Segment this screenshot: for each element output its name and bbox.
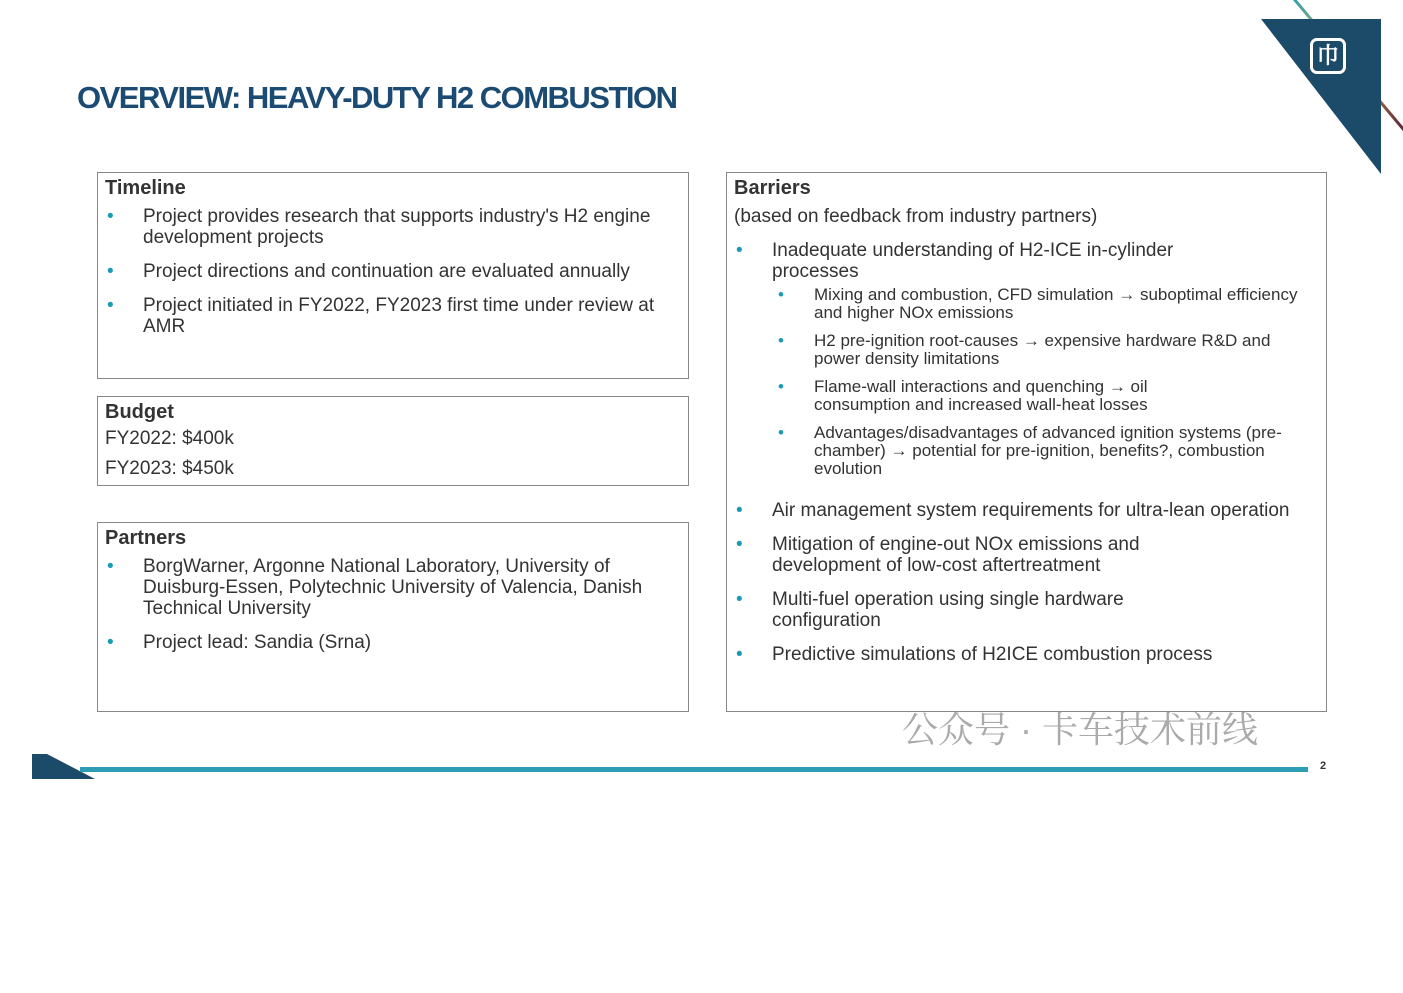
- barriers-intro: (based on feedback from industry partners): [734, 206, 1098, 227]
- barriers-box: [726, 172, 1327, 712]
- budget-box: [97, 396, 689, 486]
- watermark: 公众号 · 卡车技术前线: [902, 709, 1258, 750]
- timeline-heading: Timeline: [105, 177, 186, 199]
- list-item: • Mitigation of engine-out NOx emissions and development of low-cost aftertreatment: [734, 534, 1319, 576]
- footer-bar: [80, 767, 1308, 772]
- list-item: • Project directions and continuation are evaluated annually: [105, 261, 681, 282]
- list-item: • Project initiated in FY2022, FY2023 first time under review at AMR: [105, 295, 681, 337]
- sub-list-item: • H2 pre-ignition root-causes → expensive hardware R&D and power density limitations: [734, 332, 1319, 368]
- partners-box: [97, 522, 689, 712]
- list-item: • Multi-fuel operation using single hardware configuration: [734, 589, 1319, 631]
- barriers-heading: Barriers: [734, 177, 811, 199]
- budget-fy2023: FY2023: $450k: [105, 458, 234, 479]
- sub-list-item: • Mixing and combustion, CFD simulation → suboptimal efficiency and higher NOx emissions: [734, 286, 1319, 322]
- page-number: 2: [1320, 760, 1327, 772]
- footer-corner: [32, 754, 47, 779]
- list-item: • BorgWarner, Argonne National Laboratory, University of Duisburg-Essen, Polytechnic University of Valencia, Danish Technical University: [105, 556, 681, 619]
- list-item: • Air management system requirements for ultra-lean operation: [734, 500, 1319, 521]
- budget-heading: Budget: [105, 401, 174, 423]
- list-item: • Project provides research that supports industry's H2 engine development projects: [105, 206, 681, 248]
- sub-list-item: • Advantages/disadvantages of advanced ignition systems (pre-chamber) → potential for pre-ignition, benefits?, combustion evolution: [734, 424, 1319, 478]
- page-title: OVERVIEW: HEAVY-DUTY H2 COMBUSTION: [77, 80, 677, 115]
- list-item: • Predictive simulations of H2ICE combustion process: [734, 644, 1319, 665]
- timeline-box: [97, 172, 689, 379]
- list-item: • Inadequate understanding of H2-ICE in-cylinder processes: [734, 240, 1319, 282]
- sandia-logo-icon: ⼱: [1310, 38, 1346, 74]
- partners-heading: Partners: [105, 527, 187, 549]
- sub-list-item: • Flame-wall interactions and quenching → oil consumption and increased wall-heat losses: [734, 378, 1319, 414]
- budget-fy2022: FY2022: $400k: [105, 428, 234, 449]
- list-item: • Project lead: Sandia (Srna): [105, 632, 681, 653]
